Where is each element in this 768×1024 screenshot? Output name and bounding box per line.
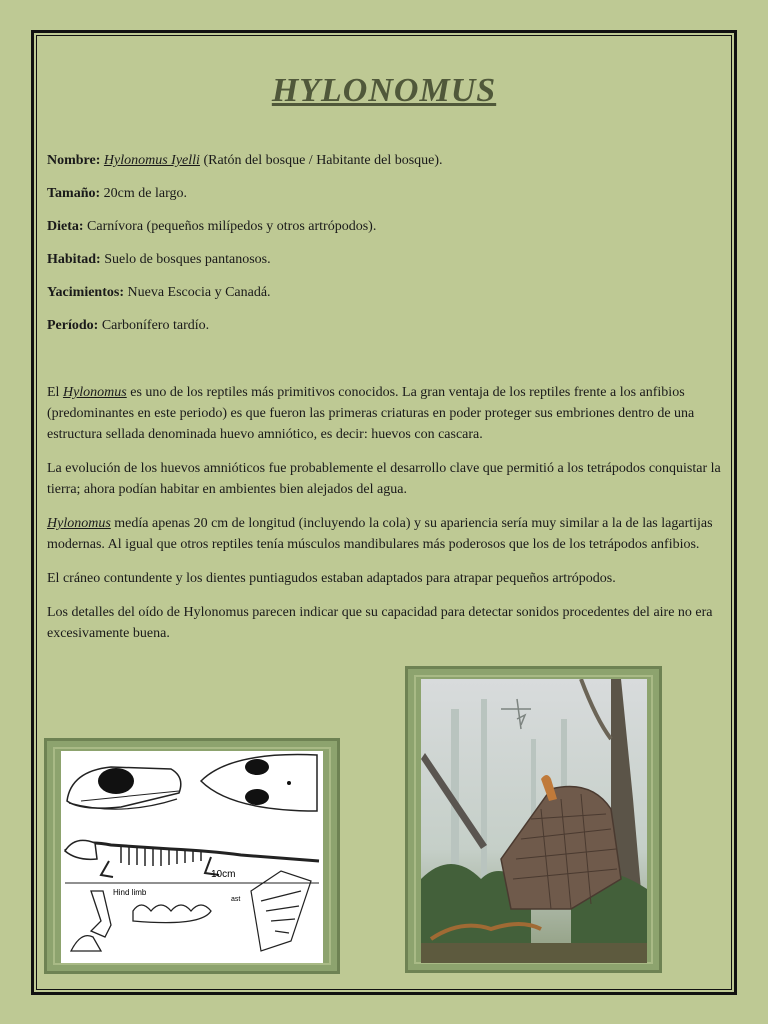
skeleton-figure-frame	[44, 738, 340, 974]
paragraph-3-species: Hylonomus	[47, 516, 111, 531]
fact-dieta	[47, 217, 727, 250]
fact-tamano	[47, 184, 727, 217]
description-body	[47, 382, 727, 657]
fact-habitad-value: Suelo de bosques pantanosos.	[104, 252, 271, 267]
species-name: Hylonomus Iyelli	[103, 153, 200, 168]
page-title: HYLONOMUS	[271, 72, 497, 109]
fact-nombre	[47, 151, 727, 184]
paragraph-2: La evolución de los huevos amnióticos fue probablemente el desarrollo clave que permitió a los tetrápodos conquistar la tierra; ahora podían habitar en ambientes bien alejados del agua.	[47, 461, 721, 497]
fact-periodo-label: Período:	[47, 318, 99, 333]
skeleton-diagram	[61, 751, 323, 963]
paragraph-1-rest: es uno de los reptiles más primitivos conocidos. La gran ventaja de los reptiles frente a los anfibios (predominantes en este periodo) es que fueron las primeras criaturas en poder proteger sus embriones dentro de una estructura sellada denominada huevo amniótico, es decir: huevos con cascara.	[47, 385, 695, 442]
fact-tamano-value: 20cm de largo.	[103, 186, 188, 201]
fact-periodo	[47, 316, 727, 349]
scale-label: 10cm	[211, 869, 236, 880]
fact-nombre-value: (Ratón del bosque / Habitante del bosque).	[199, 153, 443, 168]
skull-top-pineal	[287, 781, 291, 785]
fact-dieta-value: Carnívora (pequeños milípedos y otros artrópodos).	[87, 219, 377, 234]
paragraph-3-rest: medía apenas 20 cm de longitud (incluyendo la cola) y su apariencia sería muy similar a la de las lagartijas modernas. Al igual que otros reptiles tenía músculos mandibulares más poderosos que los de los tetrápodos anfibios.	[47, 516, 713, 552]
fact-dieta-label: Dieta:	[47, 219, 84, 234]
paragraph-4: El cráneo contundente y los dientes puntiagudos estaban adaptados para atrapar pequeños artrópodos.	[47, 571, 616, 586]
foot-label: ast	[231, 896, 241, 903]
fact-nombre-label: Nombre:	[47, 153, 101, 168]
fact-yacimientos-value: Nueva Escocia y Canadá.	[127, 285, 271, 300]
fact-yacimientos	[47, 283, 727, 316]
paragraph-1-species: Hylonomus	[62, 385, 127, 400]
hind-limb-label: Hind limb	[113, 888, 147, 897]
skull-top-orbit-right	[245, 789, 269, 805]
fact-habitad	[47, 250, 727, 283]
hylonomus-illustration	[421, 679, 647, 963]
fact-tamano-label: Tamaño:	[47, 186, 101, 201]
skull-top-orbit-left	[245, 759, 269, 775]
paragraph-1	[47, 382, 727, 445]
fact-yacimientos-label: Yacimientos:	[47, 285, 124, 300]
paragraph-3	[47, 513, 727, 555]
fact-sheet	[47, 151, 727, 349]
forest-floor	[421, 943, 647, 963]
paragraph-1-start: El	[47, 385, 63, 400]
skull-side-orbit	[98, 768, 134, 794]
paragraph-5: Los detalles del oído de Hylonomus parecen indicar que su capacidad para detectar sonidos procedentes del aire no era excesivamente buena.	[47, 605, 713, 641]
fact-habitad-label: Habitad:	[47, 252, 101, 267]
illustration-figure-frame	[405, 666, 662, 973]
fact-periodo-value: Carbonífero tardío.	[101, 318, 210, 333]
